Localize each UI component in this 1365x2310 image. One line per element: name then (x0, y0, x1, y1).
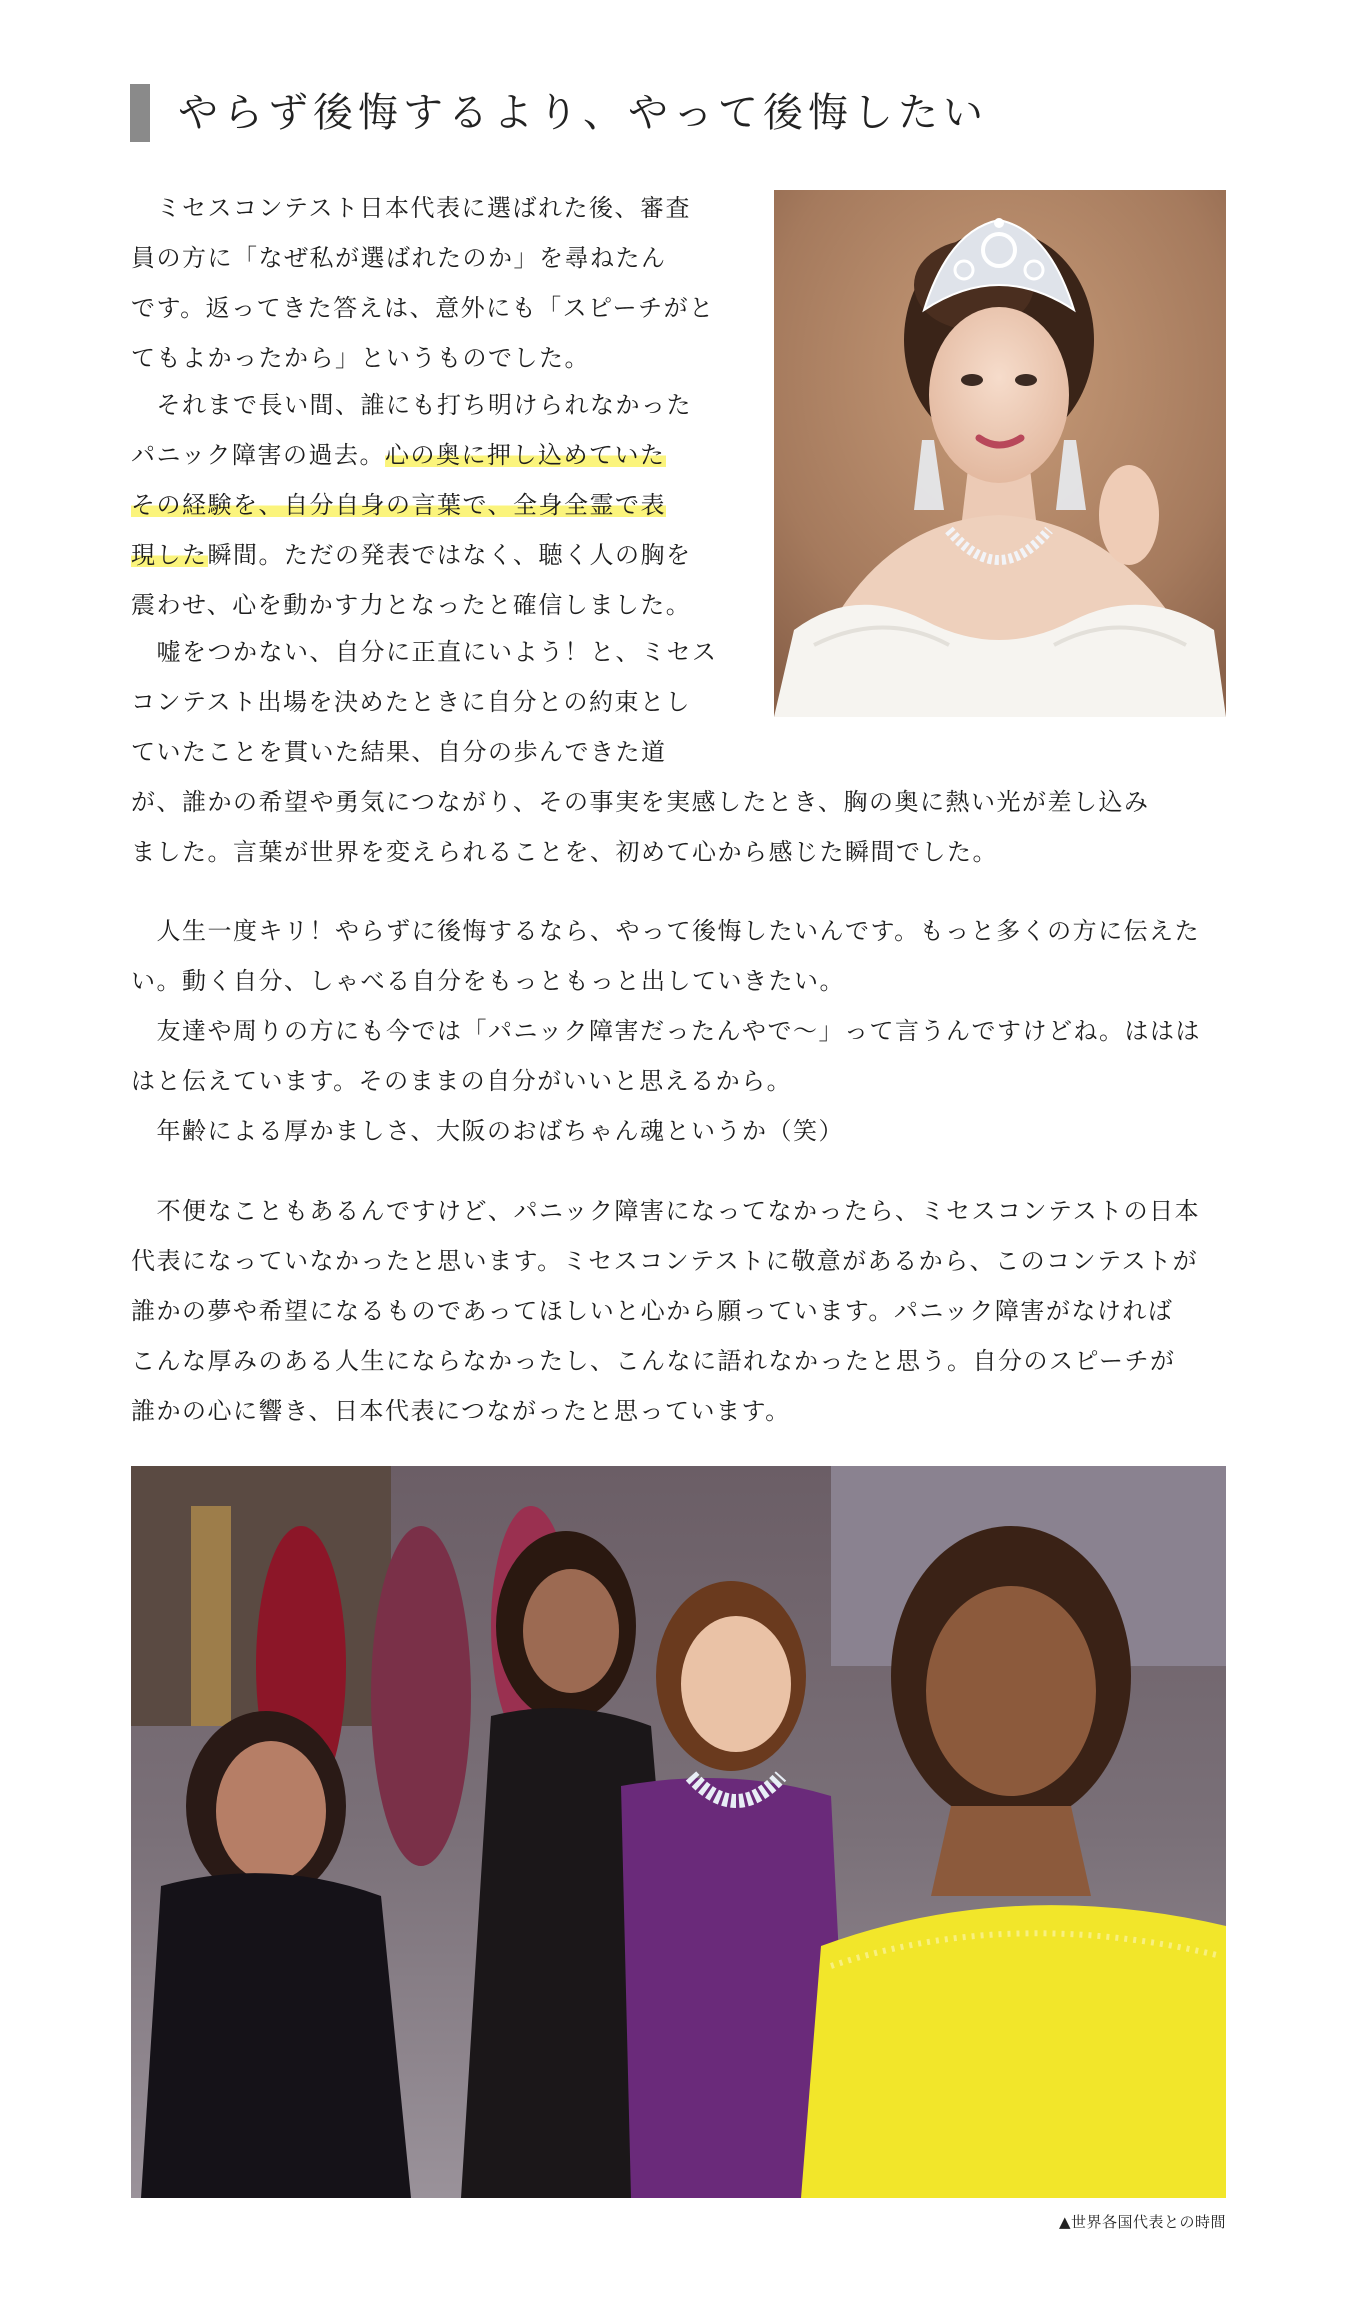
paragraph-3-line-5: ました。言葉が世界を変えられることを、初めて心から感じた瞬間でした。 (131, 838, 998, 866)
paragraph-2-text: 瞬間。ただの発表ではなく、聴く人の胸を (207, 541, 692, 569)
paragraph-4-line-3: 友達や周りの方にも今では「パニック障害だったんやで〜」って言うんですけどね。ははは (131, 1017, 1202, 1045)
highlighted-text: その経験を、自分自身の言葉で、全身全霊で表 (131, 491, 667, 519)
paragraph-3-line-4: が、誰かの希望や勇気につながり、その事実を実感したとき、胸の奥に熱い光が差し込み (131, 788, 1150, 816)
paragraph-3-line-3: ていたことを貫いた結果、自分の歩んできた道 (131, 738, 667, 766)
paragraph-5-line-4: こんな厚みのある人生にならなかったし、こんなに語れなかったと思う。自分のスピーチが (131, 1347, 1176, 1375)
paragraph-1-line-1: ミセスコンテスト日本代表に選ばれた後、審査 (131, 194, 692, 222)
paragraph-5-line-1: 不便なこともあるんですけど、パニック障害になってなかったら、ミセスコンテストの日本 (131, 1197, 1201, 1225)
highlighted-text: 心の奥に押し込めていた (385, 441, 666, 469)
paragraph-2-text: パニック障害の過去。 (131, 441, 386, 469)
paragraph-5-line-5: 誰かの心に響き、日本代表につながったと思っています。 (131, 1397, 791, 1425)
paragraph-4-line-5: 年齢による厚かましさ、大阪のおばちゃん魂というか（笑） (131, 1117, 845, 1145)
section-heading (130, 84, 1230, 142)
heading-accent-bar (130, 84, 150, 142)
heading-title: やらず後悔するより、やって後悔したい (178, 90, 988, 136)
paragraph-2-line-3 (131, 480, 666, 530)
paragraph-2-line-5: 震わせ、心を動かす力となったと確信しました。 (131, 591, 692, 619)
paragraph-5-line-2: 代表になっていなかったと思います。ミセスコンテストに敬意があるから、このコンテストが (131, 1247, 1199, 1275)
portrait-photo (774, 190, 1226, 717)
group-photo (131, 1466, 1226, 2198)
paragraph-1-line-3: です。返ってきた答えは、意外にも「スピーチがと (131, 294, 715, 322)
group-photo-illustration (131, 1466, 1226, 2198)
paragraph-2-line-2 (131, 430, 666, 480)
paragraph-3-line-1: 嘘をつかない、自分に正直にいよう！と、ミセス (131, 638, 718, 666)
paragraph-4-line-1: 人生一度キリ！やらずに後悔するなら、やって後悔したいんです。もっと多くの方に伝えた (131, 917, 1201, 945)
paragraph-4-line-2: い。動く自分、しゃべる自分をもっともっと出していきたい。 (131, 967, 845, 995)
paragraph-2-line-4 (131, 530, 692, 580)
paragraph-4-line-4: はと伝えています。そのままの自分がいいと思えるから。 (131, 1067, 793, 1095)
paragraph-1-line-2: 員の方に「なぜ私が選ばれたのか」を尋ねたん (131, 244, 667, 272)
portrait-illustration (774, 190, 1226, 717)
paragraph-3-line-2: コンテスト出場を決めたときに自分との約束とし (131, 688, 692, 716)
paragraph-2-line-1: それまで長い間、誰にも打ち明けられなかった (131, 391, 692, 419)
photo-caption: ▲世界各国代表との時間 (1058, 2213, 1226, 2231)
paragraph-1-line-4: てもよかったから」というものでした。 (131, 344, 590, 372)
highlighted-text: 現した (131, 541, 208, 569)
paragraph-5-line-3: 誰かの夢や希望になるものであってほしいと心から願っています。パニック障害がなければ (131, 1297, 1174, 1325)
